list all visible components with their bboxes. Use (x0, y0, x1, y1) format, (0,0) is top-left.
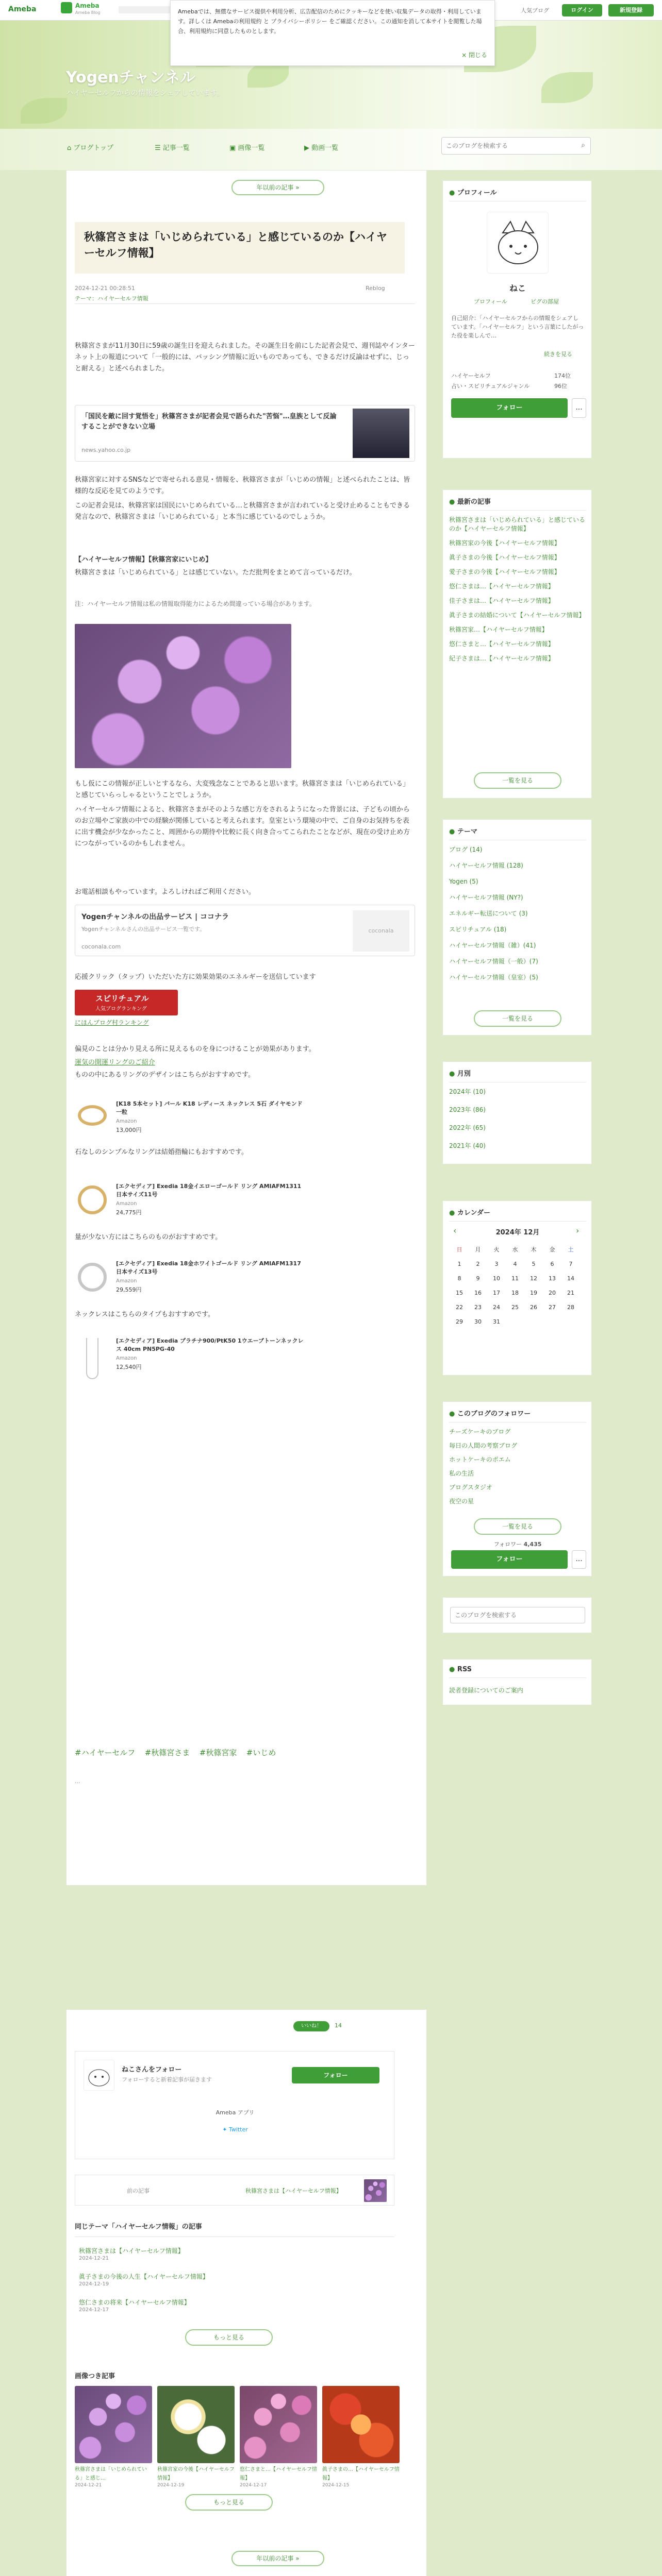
calendar-day[interactable]: 24 (493, 1303, 500, 1311)
recent-heading: ● 最新の記事 (449, 496, 586, 511)
article-paragraph: 偏見のことは分かり見える所に見えるものを身につけることが効果があります。 (75, 1045, 316, 1053)
theme-item[interactable]: ハイヤーセルフ情報 (128) (449, 862, 523, 869)
profile-link[interactable]: プロフィール (474, 298, 507, 305)
twitter-link[interactable]: ✦ Twitter (222, 2126, 248, 2133)
ameba-blog-sub: Ameba Blog (75, 10, 101, 15)
product-image (78, 1185, 107, 1214)
archive-widget (442, 1061, 592, 1164)
calendar-day[interactable]: 16 (474, 1289, 482, 1296)
calendar-day[interactable]: 10 (493, 1275, 500, 1282)
theme-item[interactable]: ハイヤーセルフ情報（雑）(41) (449, 942, 536, 949)
calendar-day[interactable]: 25 (511, 1303, 519, 1311)
blog-title[interactable]: Yogenチャンネル (66, 69, 195, 87)
calendar-grid (450, 1242, 580, 1329)
calendar-day[interactable]: 28 (567, 1303, 574, 1311)
images-heading: 画像つき記事 (75, 2372, 115, 2380)
recent-more-button[interactable]: 一覧を見る (474, 772, 561, 789)
calendar-day[interactable]: 29 (456, 1318, 463, 1325)
recent-item[interactable]: 眞子さまの結婚について【ハイヤーセルフ情報】 (449, 612, 585, 619)
calendar-day[interactable]: 8 (457, 1275, 461, 1282)
service-logo: coconala (353, 910, 409, 952)
image-entry-thumbnail (240, 2386, 317, 2463)
follower-item[interactable]: 私の生活 (449, 1470, 474, 1477)
theme-item[interactable]: ハイヤーセルフ情報（皇室）(5) (449, 974, 538, 981)
more-options-button[interactable]: ... (572, 398, 586, 418)
nav-item-images[interactable]: ▣ 画像一覧 (229, 144, 265, 152)
article-theme[interactable]: テーマ：ハイヤーセルフ情報 (75, 295, 148, 302)
calendar-day[interactable]: 23 (474, 1303, 482, 1311)
article-pager (75, 2175, 394, 2206)
nav-item-top[interactable]: ⌂ ブログトップ (67, 144, 114, 152)
image-entry-thumbnail (322, 2386, 400, 2463)
recent-list (449, 516, 586, 669)
recent-item[interactable]: 悠仁さまは…【ハイヤーセルフ情報】 (449, 583, 554, 590)
article-paragraph: 量が少ない方にはこちらのものがおすすめです。 (75, 1233, 222, 1241)
sidebar-search-input[interactable] (450, 1607, 585, 1623)
calendar-day[interactable]: 7 (569, 1260, 573, 1267)
article-paragraph: 石なしのシンプルなリングは結婚指輪にもおすすめです。 (75, 1148, 248, 1156)
follow-box (75, 2051, 394, 2159)
theme-item[interactable]: Yogen (5) (449, 878, 478, 885)
leaf-decoration (541, 72, 593, 103)
follow-box-title: ねこさんをフォロー (122, 2066, 182, 2074)
image-entry-thumbnail (157, 2386, 235, 2463)
ranking-link[interactable]: にほんブログ村ランキング (75, 1019, 149, 1026)
reblog-link[interactable]: Reblog (366, 285, 385, 292)
ranking-value: 96位 (554, 383, 567, 389)
news-link-domain: news.yahoo.co.jp (81, 447, 131, 453)
recent-item[interactable]: 眞子さまの今後【ハイヤーセルフ情報】 (449, 554, 560, 561)
ranking-label: ハイヤーセルフ (451, 372, 491, 379)
profile-name[interactable]: ねこ (509, 283, 526, 293)
image-entry-thumbnail (75, 2386, 152, 2463)
profile-bio: 自己紹介：「ハイヤーセルフからの情報をシェアしています。「ハイヤーセルフ」という言葉にしたがった役を楽しんで… (451, 315, 584, 339)
calendar-prev-button[interactable]: ‹ (453, 1226, 457, 1235)
themes-widget (442, 819, 592, 1036)
article-paragraph: 【ハイヤーセルフ情報】【秋篠宮家にいじめ】 (75, 556, 212, 564)
hashtag[interactable]: #秋篠宮さま (144, 1748, 190, 1757)
calendar-day[interactable]: 31 (493, 1318, 500, 1325)
related-heading: 同じテーマ「ハイヤーセルフ情報」の記事 (75, 2223, 202, 2231)
calendar-day[interactable] (506, 1314, 524, 1329)
calendar-day[interactable]: 13 (549, 1275, 556, 1282)
image-icon: ▣ (229, 144, 238, 152)
calendar-day[interactable]: 1 (457, 1260, 461, 1267)
prev-article-link[interactable]: 前の記事 (127, 2188, 150, 2194)
calendar-day[interactable]: 30 (474, 1318, 482, 1325)
recent-item[interactable]: 秋篠宮家の今後【ハイヤーセルフ情報】 (449, 539, 560, 547)
hashtag[interactable]: #いじめ (246, 1748, 276, 1757)
calendar-day[interactable]: 6 (550, 1260, 554, 1267)
calendar-day[interactable]: 11 (511, 1275, 519, 1282)
image-entry[interactable]: 秋篠宮さまは「いじめられている」と感じ… 2024-12-21 (75, 2386, 152, 2488)
calendar-day[interactable]: 21 (567, 1289, 574, 1296)
calendar-day[interactable]: 19 (530, 1289, 537, 1296)
cat-icon (487, 212, 549, 274)
recent-entries-widget (442, 489, 592, 799)
archive-list (449, 1088, 586, 1160)
service-card-desc: Yogenチャンネルさんの出品サービス一覧です。 (81, 926, 206, 933)
article-paragraph: お電話相談もやっています。よろしければご利用ください。 (75, 888, 255, 896)
service-link-card[interactable] (75, 905, 415, 956)
product-item[interactable]: [K18 5本セット] パール K18 レディース ネックレス 5石 ダイヤモンド 一粒 Amazon 13,000円 (75, 1098, 312, 1139)
follow-button[interactable]: フォロー (451, 398, 568, 418)
archive-heading: ● 月別 (449, 1068, 586, 1082)
article-paragraph: 秋篠宮さまが11月30日に59歳の誕生日を迎えられました。その誕生日を前にした記者会見で、週刊誌やインターネット上の報道について「一般的には、バッシング情報に近いものであっても、できるだけ反論はせずに、じっと耐える」と述べられました。 (75, 342, 415, 372)
news-thumbnail (353, 409, 409, 458)
app-label: Ameba アプリ (216, 2109, 255, 2116)
service-card-title: Yogenチャンネルの出品サービス | ココナラ (81, 913, 229, 921)
calendar-day[interactable]: 2 (476, 1260, 480, 1267)
cookie-close-button[interactable]: × 閉じる (461, 52, 487, 59)
archive-item[interactable]: 2023年 (86) (449, 1106, 486, 1113)
product-item[interactable]: [エクセディア] Exedia 18金イエローゴールド リング AMIAFM1311 日本サイズ11号 Amazon 24,775円 (75, 1180, 312, 1222)
calendar-day[interactable]: 15 (456, 1289, 463, 1296)
calendar-day[interactable]: 4 (513, 1260, 517, 1267)
calendar-day[interactable]: 12 (530, 1275, 537, 1282)
article-date: 2024-12-21 00:28:51 (75, 285, 135, 292)
theme-item[interactable]: ハイヤーセルフ情報（一般）(7) (449, 958, 538, 965)
calendar-day[interactable]: 3 (494, 1260, 499, 1267)
follower-item[interactable]: ブログスタジオ (449, 1484, 492, 1491)
theme-item[interactable]: ブログ (14) (449, 846, 483, 853)
calendar-day[interactable]: 22 (456, 1303, 463, 1311)
news-link-card[interactable] (75, 405, 415, 462)
recent-item[interactable]: 悠仁さまと…【ハイヤーセルフ情報】 (449, 640, 554, 648)
recent-item[interactable]: 佳子さまは…【ハイヤーセルフ情報】 (449, 597, 554, 604)
calendar-icon: ● (449, 1209, 457, 1217)
article-paragraph: ものの中にあるリングのデザインはこちらがおすすめです。 (75, 1071, 255, 1079)
calendar-day[interactable]: 20 (549, 1289, 556, 1296)
recent-item[interactable]: 紀子さまは…【ハイヤーセルフ情報】 (449, 655, 554, 662)
article-paragraph: この記者会見は、秋篠宮家は国民にいじめられている…と秋篠宮さまが言われていると受け止めることもできる発言なので、秋篠宮さまは「いじめられている」と本当に感じているのでしょうか。 (75, 502, 410, 521)
list-icon: ☰ (155, 144, 163, 152)
calendar-heading: ● カレンダー (449, 1207, 586, 1222)
calendar-day[interactable]: 18 (511, 1289, 519, 1296)
search-widget (442, 1597, 592, 1633)
like-button[interactable]: いいね！ (293, 2021, 329, 2031)
chrysanthemum-photo (75, 624, 291, 768)
calendar-day[interactable]: 27 (549, 1303, 556, 1311)
article-end-marker: ... (75, 1778, 80, 1785)
article-note: 注：ハイヤーセルフ情報は私の情報取得能力によるため間違っている場合があります。 (75, 600, 316, 607)
next-article-link[interactable]: 秋篠宮さまは【ハイヤーセルフ情報】 (245, 2188, 342, 2194)
ameba-blog-icon (61, 2, 72, 13)
article-paragraph: ハイヤーセルフ情報によると、秋篠宮さまがそのような感じ方をされるようになった背景には、子どもの頃からのお立場やご家族の中での経験が関係していると考えられます。皇室という環境の中で、ご自身のお気持ちを表に出す機会が少なかったこと、周囲からの期待や比較に長く向き合ってこられたことなどが、現在の受け止め方につながっているのかもしれません。 (75, 806, 410, 848)
ranking-value: 174位 (554, 372, 571, 379)
product-image (78, 1263, 107, 1292)
archive-item[interactable]: 2024年 (10) (449, 1088, 486, 1095)
archive-item[interactable]: 2022年 (65) (449, 1124, 486, 1131)
image-entry[interactable]: 秋篠宮家の今後【ハイヤーセルフ情報】 2024-12-19 (157, 2386, 235, 2488)
blog-search-input[interactable] (446, 141, 570, 151)
calendar-day[interactable]: 5 (532, 1260, 536, 1267)
video-icon: ▶ (304, 144, 312, 152)
product-image (78, 1105, 107, 1126)
cookie-notice (170, 0, 495, 66)
follower-list (449, 1428, 586, 1511)
product-item[interactable]: [エクセディア] Exedia プラチナ900/PtK50 1ウエーブトーンネックレス 40cm PN5PG-40 Amazon 12,540円 (75, 1335, 312, 1386)
article-paragraph: 秋篠宮家に対するSNSなどで寄せられる意見・情報を、秋篠宮さまが「いじめの情報」と述べられたことは、皆様的な反応を見てのようです。 (75, 476, 410, 495)
blog-description: ハイヤーセルフからの情報をシェアしています。 (66, 89, 224, 97)
themes-more-button[interactable]: 一覧を見る (474, 1010, 561, 1027)
users-icon: ● (449, 1410, 457, 1418)
theme-list (449, 845, 586, 989)
calendar-day[interactable] (543, 1314, 561, 1329)
article-paragraph: 秋篠宮さまは「いじめられている」とは感じていない。ただ批判をまとめて言っているだけ。 (75, 569, 356, 577)
nav-item-videos[interactable]: ▶ 動画一覧 (304, 144, 339, 152)
search-icon[interactable]: ⌕ (581, 141, 585, 149)
calendar-day[interactable]: 26 (530, 1303, 537, 1311)
profile-heading: ● プロフィール (449, 187, 586, 201)
rss-widget (442, 1659, 592, 1705)
popular-blog-link[interactable]: 人気ブログ (521, 7, 549, 14)
calendar-day[interactable] (561, 1314, 580, 1329)
like-count: 14 (335, 2022, 342, 2029)
follow-button[interactable]: フォロー (451, 1550, 568, 1569)
theme-item[interactable]: スピリチュアル (18) (449, 926, 507, 933)
blog-nav (0, 129, 662, 170)
calendar-weekdays: 日 月 火 水 木 金 土 (456, 1246, 574, 1253)
pig-room-link[interactable]: ピグの部屋 (531, 298, 559, 305)
profile-widget (442, 180, 592, 459)
follower-item[interactable]: ホットケーキのポエム (449, 1456, 511, 1463)
follower-item[interactable]: チーズケーキのブログ (449, 1428, 511, 1435)
hashtag[interactable]: #ハイヤーセルフ (75, 1748, 136, 1757)
login-button[interactable]: ログイン (562, 4, 602, 16)
divider (75, 303, 415, 304)
follower-item[interactable]: 夜空の星 (449, 1498, 474, 1505)
ameba-blog-logo[interactable]: Ameba (75, 2, 100, 9)
prev-archive-button[interactable]: 年以前の記事 » (231, 2551, 324, 2566)
cat-icon (84, 2060, 114, 2090)
avatar[interactable] (84, 2060, 114, 2091)
rss-heading: ● RSS (449, 1666, 586, 1678)
follow-button[interactable]: フォロー (292, 2067, 379, 2083)
calendar-day[interactable]: 17 (493, 1289, 500, 1296)
hashtag-list (75, 1747, 415, 1758)
image-entry[interactable]: 悠仁さまと…【ハイヤーセルフ情報】 2024-12-17 (240, 2386, 317, 2488)
theme-item[interactable]: エネルギー転送について (3) (449, 910, 528, 917)
divider (75, 2236, 394, 2237)
article-footer-card (66, 2009, 427, 2576)
calendar-day[interactable] (524, 1314, 543, 1329)
leaf-decoration (21, 98, 67, 124)
prev-archive-button[interactable]: 年以前の記事 » (231, 180, 324, 195)
ameba-logo[interactable]: Ameba (8, 5, 37, 13)
related-item[interactable]: 秋篠宮さまは【ハイヤーセルフ情報】 2024-12-21 (79, 2247, 184, 2261)
article-paragraph: ネックレスはこちらのタイプもおすすめです。 (75, 1311, 215, 1318)
images-more-button[interactable]: もっと見る (185, 2494, 273, 2511)
news-link-title: 「国民を敵に回す覚悟を」秋篠宮さまが記者会見で語られた"苦悩"…皇族として反論することができない立場 (81, 413, 337, 431)
calendar-day[interactable]: 9 (476, 1275, 480, 1282)
spiritual-ranking-banner[interactable]: スピリチュアル 人気ブログランキング (75, 990, 178, 1015)
related-item[interactable]: 悠仁さまの将来【ハイヤーセルフ情報】 2024-12-17 (79, 2299, 190, 2313)
calendar-widget (442, 1200, 592, 1376)
recent-item[interactable]: 愛子さまの今後【ハイヤーセルフ情報】 (449, 568, 560, 575)
article-title[interactable]: 秋篠宮さまは「いじめられている」と感じているのか【ハイヤーセルフ情報】 (84, 231, 387, 259)
calendar-day[interactable]: 14 (567, 1275, 574, 1282)
nav-item-entries[interactable]: ☰ 記事一覧 (155, 144, 190, 152)
ad-link[interactable]: 運気の開運リングのご紹介 (75, 1059, 155, 1066)
article-title-box (75, 222, 405, 274)
followers-more-button[interactable]: 一覧を見る (474, 1518, 561, 1535)
image-entry[interactable]: 眞子さまの…【ハイヤーセルフ情報】 2024-12-15 (322, 2386, 400, 2488)
twitter-icon: ✦ (222, 2126, 229, 2133)
theme-item[interactable]: ハイヤーセルフ情報 (NY?) (449, 894, 523, 901)
more-options-button[interactable]: ... (572, 1550, 586, 1569)
calendar-month: 2024年 12月 (495, 1229, 540, 1236)
signup-button[interactable]: 新規登録 (608, 4, 654, 16)
followers-widget (442, 1401, 592, 1577)
folder-icon: ● (449, 828, 457, 836)
article-paragraph: 応援クリック（タップ）いただいた方に効果効果のエネルギーを送信しています (75, 973, 316, 981)
hashtag[interactable]: #秋篠宮家 (199, 1748, 237, 1757)
follow-box-desc: フォローすると新着記事が届きます (122, 2076, 212, 2083)
cookie-notice-text: Amebaでは、無償なサービス提供や利用分析、広告配信のためにクッキーなどを使い収集データの取得・利用しています。詳しくは Amebaの利用規約 と プライバシーポリシー をご確認ください。この通知を消して本サイトを閲覧した場合、利用規約に同意したものとします。 (178, 8, 482, 35)
list-icon: ● (449, 498, 457, 506)
product-item[interactable]: [エクセディア] Exedia 18金ホワイトゴールド リング AMIAFM1317 日本サイズ13号 Amazon 29,559円 (75, 1258, 312, 1299)
avatar[interactable] (487, 212, 549, 274)
recent-item[interactable]: 秋篠宮さまは「いじめられている」と感じているのか【ハイヤーセルフ情報】 (449, 516, 586, 532)
follower-item[interactable]: 毎日の人間の考察ブログ (449, 1442, 518, 1449)
product-image (86, 1338, 98, 1379)
calendar-next-button[interactable]: › (576, 1226, 580, 1235)
next-article-thumbnail (364, 2179, 387, 2202)
themes-heading: ● テーマ (449, 826, 586, 840)
rss-link[interactable]: 読者登録についてのご案内 (449, 1687, 523, 1694)
home-icon: ⌂ (67, 144, 74, 152)
related-item[interactable]: 眞子さまの今後の人生【ハイヤーセルフ情報】 2024-12-19 (79, 2273, 209, 2287)
rss-icon: ● (449, 1666, 457, 1673)
archive-item[interactable]: 2021年 (40) (449, 1142, 486, 1149)
recent-item[interactable]: 秋篠宮家…【ハイヤーセルフ情報】 (449, 626, 548, 633)
followers-heading: ● このブログのフォロワー (449, 1408, 586, 1422)
blog-search[interactable] (441, 137, 591, 155)
article-card (66, 170, 427, 1886)
ranking-label: 占い・スピリチュアルジャンル (451, 383, 530, 389)
article-paragraph: もし仮にこの情報が正しいとするなら、大変残念なことであると思います。秋篠宮さまは「いじめられている」と感じていらっしゃるということでしょうか。 (75, 780, 409, 799)
follower-count: フォロワー 4,435 (493, 1541, 542, 1548)
profile-more-link[interactable]: 続きを見る (544, 351, 572, 358)
related-more-button[interactable]: もっと見る (185, 2329, 273, 2346)
service-card-domain: coconala.com (81, 943, 121, 950)
person-icon: ● (449, 189, 457, 197)
calendar-icon: ● (449, 1070, 457, 1078)
